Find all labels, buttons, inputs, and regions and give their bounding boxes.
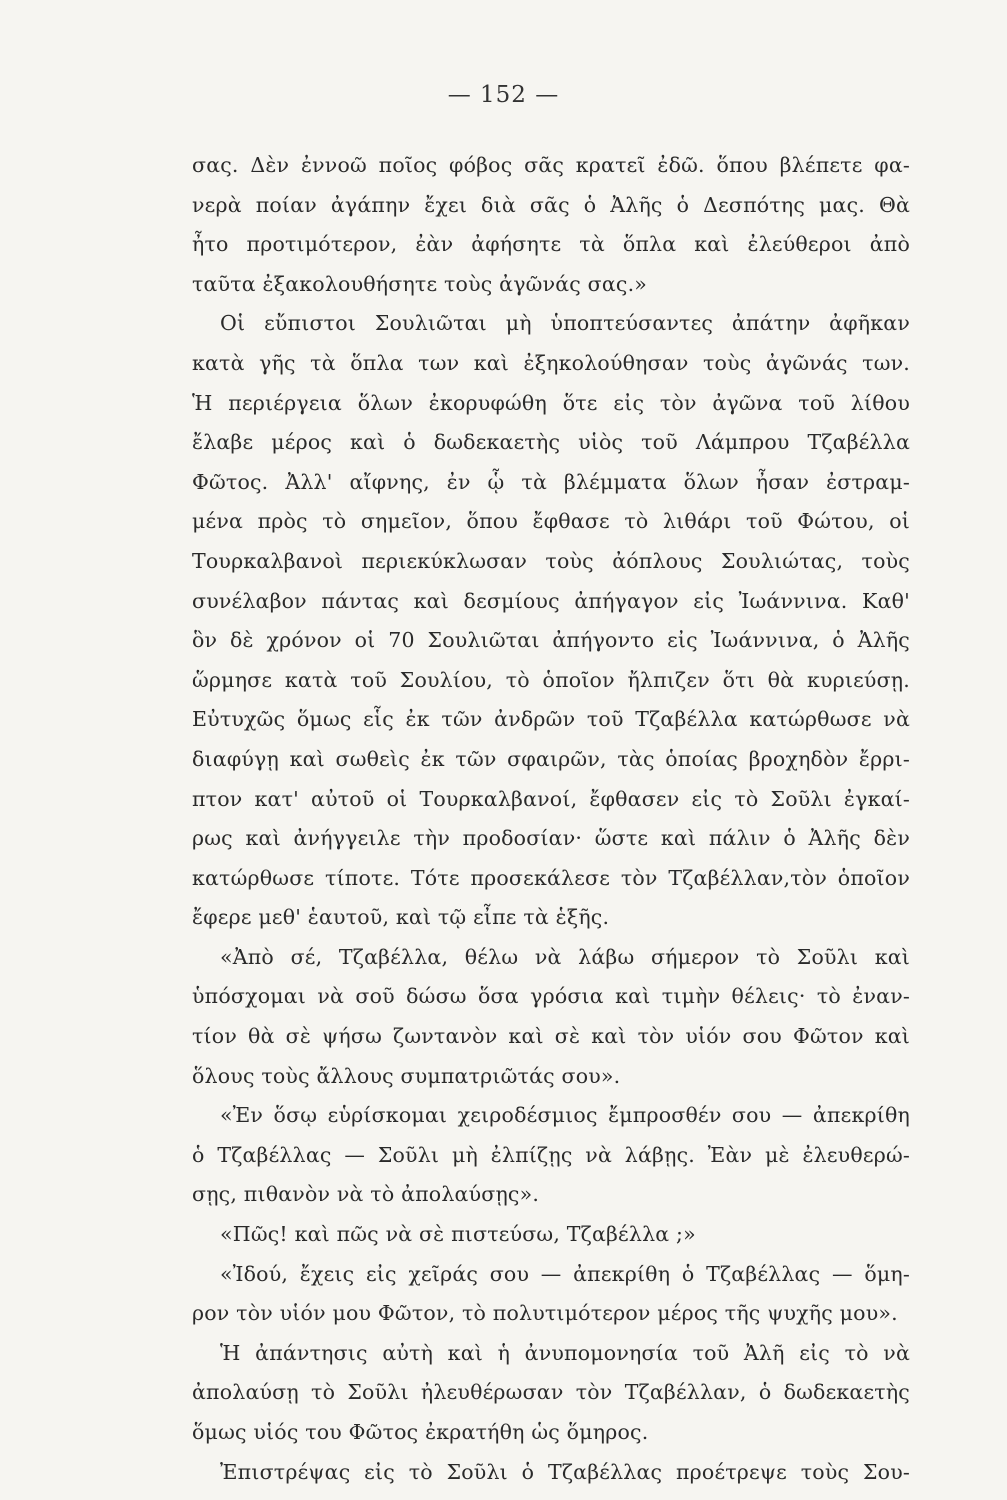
text-line: νερὰ ποίαν ἀγάπην ἔχει διὰ σᾶς ὁ Ἀλῆς ὁ Δεσπότης μας. Θὰ [192,192,910,217]
text-line: «Ἐν ὅσῳ εὑρίσκομαι χειροδέσμιος ἔμπροσθέν σου — ἀπεκρίθη [220,1103,910,1128]
text-line: πτον κατ' αὐτοῦ οἱ Τουρκαλβανοί, ἔφθασεν εἰς τὸ Σοῦλι ἐγκαί- [192,786,910,811]
text-line: ὁ Τζαβέλλας — Σοῦλι μὴ ἐλπίζῃς νὰ λάβῃς. Ἐὰν μὲ ἐλευθερώ- [192,1142,910,1167]
text-line: Ἡ ἀπάντησις αὐτὴ καὶ ἡ ἀνυπομονησία τοῦ Ἀλῆ εἰς τὸ νὰ [220,1340,910,1365]
text-line: «Ἀπὸ σέ, Τζαβέλλα, θέλω νὰ λάβω σήμερον τὸ Σοῦλι καὶ [220,944,910,969]
page-number: — 152 — [447,82,560,108]
text-line: Ἐπιστρέψας εἰς τὸ Σοῦλι ὁ Τζαβέλλας προέτρεψε τοὺς Σου- [220,1459,910,1484]
text-line: «Πῶς! καὶ πῶς νὰ σὲ πιστεύσω, Τζαβέλλα ;» [220,1222,696,1247]
text-line: ὅλους τοὺς ἄλλους συμπατριῶτάς σου». [192,1063,621,1088]
text-line: ὑπόσχομαι νὰ σοῦ δώσω ὅσα γρόσια καὶ τιμὴν θέλεις· τὸ ἐναν- [192,984,910,1009]
text-line: κατὰ γῆς τὰ ὅπλα των καὶ ἐξηκολούθησαν τοὺς ἀγῶνάς των. [192,350,910,375]
text-line: ὅμως υἱός του Φῶτος ἐκρατήθη ὡς ὅμηρος. [192,1420,649,1444]
text-line: κατώρθωσε τίποτε. Τότε προσεκάλεσε τὸν Τζαβέλλαν,τὸν ὁποῖον [192,865,910,890]
text-line: ἔλαβε μέρος καὶ ὁ δωδεκαετὴς υἱὸς τοῦ Λάμπρου Τζαβέλλα [192,430,910,455]
text-line: Οἱ εὔπιστοι Σουλιῶται μὴ ὑποπτεύσαντες ἀπάτην ἀφῆκαν [220,311,910,336]
text-line: ταῦτα ἐξακολουθήσητε τοὺς ἀγῶνάς σας.» [192,271,648,296]
text-line: διαφύγῃ καὶ σωθεὶς ἐκ τῶν σφαιρῶν, τὰς ὁποίας βροχηδὸν ἔρρι- [192,746,910,771]
text-line: σῃς, πιθανὸν νὰ τὸ ἀπολαύσῃς». [192,1182,540,1207]
text-line: ἦτο προτιμότερον, ἐὰν ἀφήσητε τὰ ὅπλα καὶ ἐλεύθεροι ἀπὸ [192,232,910,257]
text-line: ὃν δὲ χρόνον οἱ 70 Σουλιῶται ἀπήγοντο εἰς Ἰωάννινα, ὁ Ἀλῆς [192,628,910,653]
text-line: ἀπολαύσῃ τὸ Σοῦλι ἠλευθέρωσαν τὸν Τζαβέλλαν, ὁ δωδεκαετὴς [192,1380,910,1405]
text-line: «Ἰδού, ἔχεις εἰς χεῖράς σου — ἀπεκρίθη ὁ Τζαβέλλας — ὅμη- [220,1261,910,1286]
text-line: ρον τὸν υἱόν μου Φῶτον, τὸ πολυτιμότερον μέρος τῆς ψυχῆς μου». [192,1301,898,1326]
text-line: μένα πρὸς τὸ σημεῖον, ὅπου ἔφθασε τὸ λιθάρι τοῦ Φώτου, οἱ [192,509,910,534]
text-line: Φῶτος. Ἀλλ' αἴφνης, ἐν ᾧ τὰ βλέμματα ὅλων ἦσαν ἐστραμ- [192,469,910,494]
text-line: τίον θὰ σὲ ψήσω ζωντανὸν καὶ σὲ καὶ τὸν υἱόν σου Φῶτον καὶ [192,1024,910,1049]
body-text [192,146,910,1492]
text-line: Τουρκαλβανοὶ περιεκύκλωσαν τοὺς ἀόπλους Σουλιώτας, τοὺς [192,548,910,573]
text-line: ὥρμησε κατὰ τοῦ Σουλίου, τὸ ὁποῖον ἤλπιζεν ὅτι θὰ κυριεύσῃ. [192,667,910,692]
text-line: ρως καὶ ἀνήγγειλε τὴν προδοσίαν· ὥστε καὶ πάλιν ὁ Ἀλῆς δὲν [192,826,910,851]
text-line: Εὐτυχῶς ὅμως εἷς ἐκ τῶν ἀνδρῶν τοῦ Τζαβέλλα κατώρθωσε νὰ [192,707,910,732]
text-line: συνέλαβον πάντας καὶ δεσμίους ἀπήγαγον εἰς Ἰωάννινα. Καθ' [192,588,910,613]
text-line: σας. Δὲν ἐννοῶ ποῖος φόβος σᾶς κρατεῖ ἐδῶ. ὅπου βλέπετε φα- [192,153,910,177]
text-line: ἔφερε μεθ' ἑαυτοῦ, καὶ τῷ εἶπε τὰ ἑξῆς. [192,905,610,930]
text-line: Ἡ περιέργεια ὅλων ἐκορυφώθη ὅτε εἰς τὸν ἀγῶνα τοῦ λίθου [192,390,910,415]
